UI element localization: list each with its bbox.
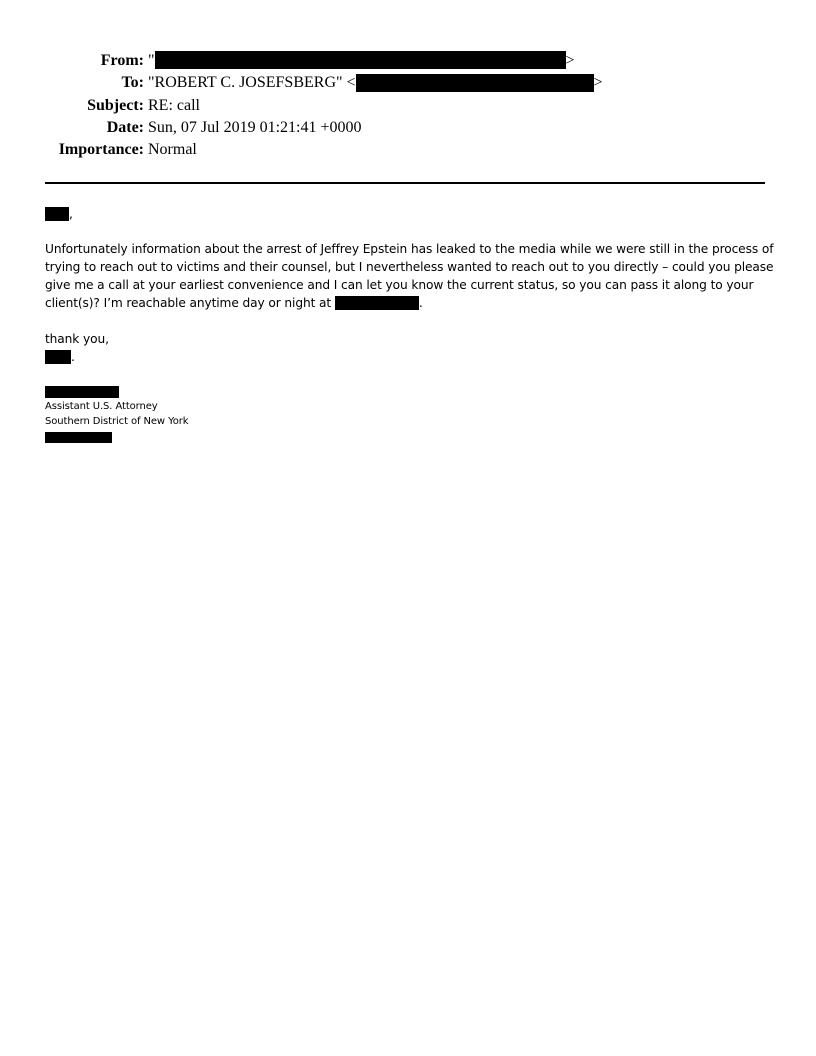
redacted-recipient-address [356,74,594,92]
to-suffix: > [593,74,603,92]
from-prefix: " [148,52,155,69]
redacted-sender-name [45,350,71,364]
body-line-1: Unfortunately information about the arrest of Jeffrey Epstein has leaked to the media while we were still in the process of [45,242,774,256]
redacted-phone-number [335,296,419,310]
date-label: Date: [106,118,144,136]
to-value [148,72,603,94]
signature-office: Southern District of New York [45,416,189,427]
from-value [148,50,575,72]
closing-name [45,348,75,366]
body-line-4 [45,294,423,312]
closing: thank you, [45,332,109,346]
importance-row [0,139,816,161]
body-line-2: trying to reach out to victims and their counsel, but I nevertheless wanted to reach out to you directly – could you please [45,260,774,274]
redacted-recipient-name [45,207,69,221]
redacted-signature-contact [45,432,112,443]
to-prefix: "ROBERT C. JOSEFSBERG" < [148,74,356,92]
subject-value: RE: call [148,96,200,114]
body-line-3: give me a call at your earliest convenience and I can let you know the current status, so you can pass it along to your [45,278,754,292]
subject-label: Subject: [87,96,144,114]
email-header [0,50,816,161]
greeting-suffix: , [69,207,73,221]
body-line-4-text: client(s)? I’m reachable anytime day or night at [45,296,332,310]
date-value: Sun, 07 Jul 2019 01:21:41 +0000 [148,118,362,136]
to-row [0,72,816,94]
signature-title: Assistant U.S. Attorney [45,401,158,412]
to-label: To: [121,74,144,92]
header-divider [45,182,765,184]
importance-value: Normal [148,141,197,159]
subject-row [0,95,816,117]
from-label: From: [100,52,144,69]
greeting [45,205,73,223]
redacted-sender-address [155,51,566,69]
importance-label: Importance: [58,141,144,159]
closing-name-suffix: . [71,350,75,364]
from-suffix: > [565,52,575,69]
redacted-signature-name [45,386,119,398]
paragraph-end: . [418,296,423,310]
from-row [0,50,816,72]
date-row [0,117,816,139]
